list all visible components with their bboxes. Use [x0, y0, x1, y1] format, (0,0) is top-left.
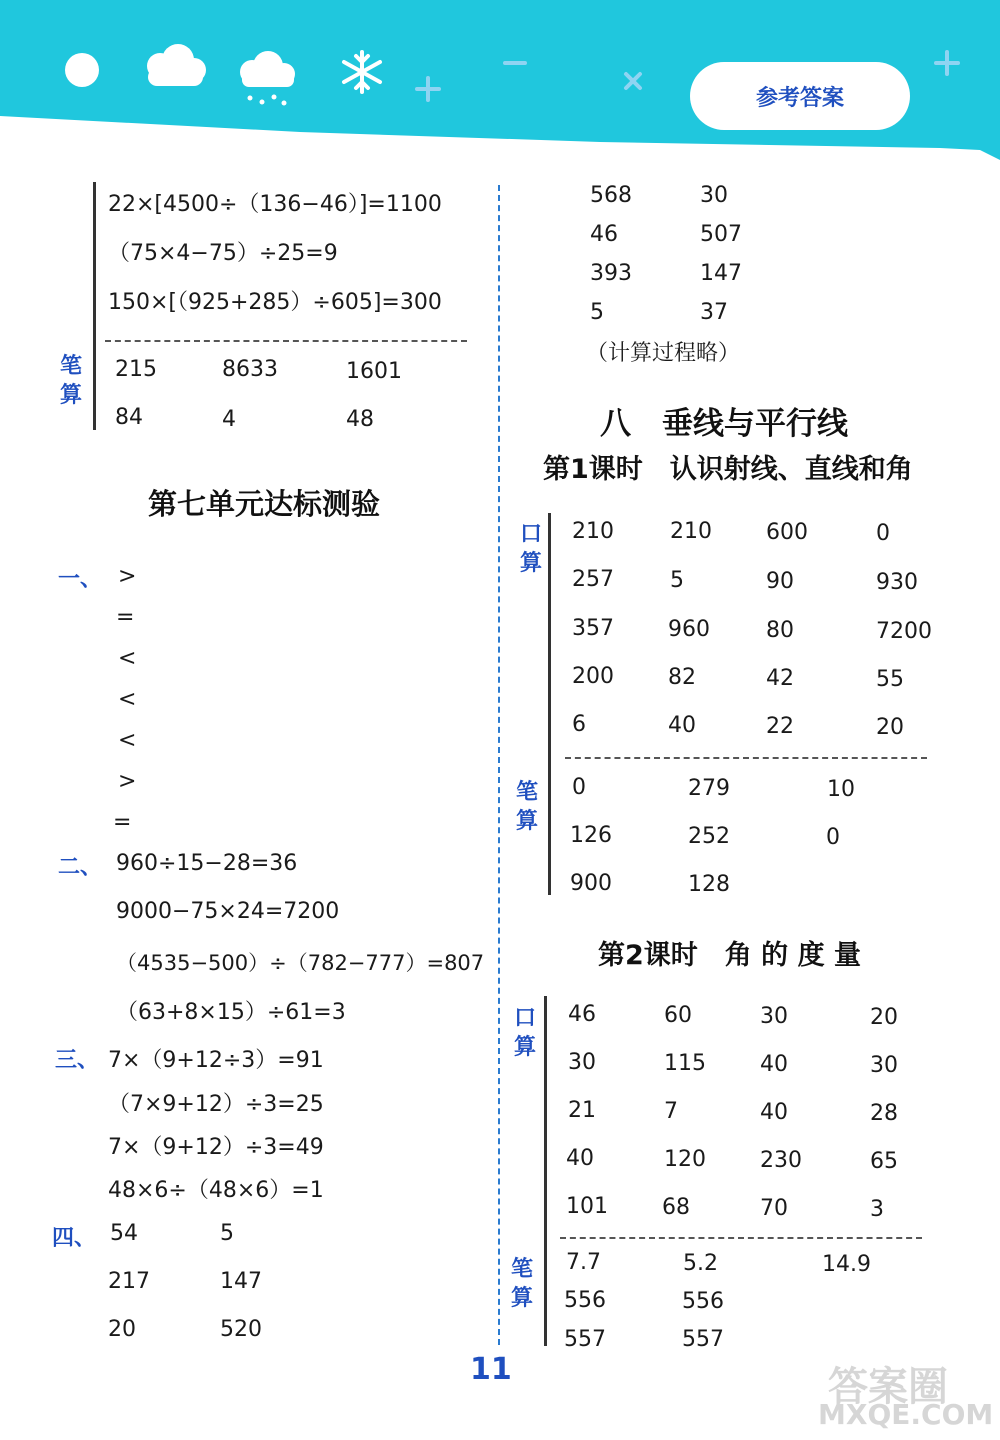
kousuan-cell: 5: [670, 568, 684, 593]
q4-answer: 20: [108, 1317, 136, 1342]
kousuan-cell: 70: [760, 1196, 788, 1221]
kousuan-cell: 40: [760, 1052, 788, 1077]
bisuan-cell: 126: [570, 823, 612, 848]
bisuan-label: 笔算: [516, 780, 539, 834]
kousuan-cell: 600: [766, 520, 808, 545]
bisuan-cell: 10: [827, 777, 855, 802]
kousuan-cell: 200: [572, 664, 614, 689]
q4-answer: 54: [110, 1221, 138, 1246]
unit-test-title: 第七单元达标测验: [148, 487, 381, 521]
answer-cell: 568: [590, 183, 632, 208]
kousuan-cell: 42: [766, 666, 794, 691]
kousuan-cell: 101: [566, 1194, 608, 1219]
kousuan-cell: 90: [766, 569, 794, 594]
question-2-label: 二、: [58, 855, 103, 880]
q4-answer: 520: [220, 1317, 262, 1342]
kousuan-label: 口算: [520, 522, 543, 576]
bisuan-cell: 556: [564, 1288, 606, 1313]
bisuan-cell: 5.2: [683, 1251, 718, 1276]
equation-1: 22×[4500÷（136−46）]=1100: [108, 192, 442, 217]
kousuan-cell: 7200: [876, 619, 932, 644]
bisuan-cell: 8633: [222, 357, 278, 382]
kousuan-cell: 40: [760, 1100, 788, 1125]
kousuan-cell: 28: [870, 1101, 898, 1126]
bisuan-cell: 900: [570, 871, 612, 896]
dashed-divider: [105, 340, 467, 342]
bisuan-cell: 556: [682, 1289, 724, 1314]
answer-key-title: 参考答案: [755, 85, 844, 111]
kousuan-cell: 30: [760, 1004, 788, 1029]
bisuan-cell: 14.9: [822, 1252, 871, 1277]
kousuan-cell: 115: [664, 1051, 706, 1076]
q3-answer: 7×（9+12÷3）=91: [108, 1048, 324, 1073]
dashed-divider: [565, 757, 927, 759]
kousuan-cell: 257: [572, 567, 614, 592]
question-4-label: 四、: [52, 1226, 97, 1251]
kousuan-cell: 82: [668, 665, 696, 690]
left-bracket-line: [93, 182, 96, 430]
answer-cell: 46: [590, 222, 618, 247]
answer-cell: 147: [700, 261, 742, 286]
bisuan-cell: 1601: [346, 359, 402, 384]
q4-answer: 217: [108, 1269, 150, 1294]
lesson-2-title: 第2课时 角 的 度 量: [598, 940, 861, 971]
q2-answer: （4535−500）÷（782−777）=807: [116, 951, 485, 975]
q3-answer: 7×（9+12）÷3=49: [108, 1135, 324, 1160]
kousuan-cell: 120: [664, 1147, 706, 1172]
q1-answer: >: [118, 564, 137, 589]
dashed-divider: [560, 1237, 922, 1239]
bisuan-cell: 4: [222, 407, 236, 432]
q1-answer: <: [118, 687, 137, 712]
kousuan-cell: 46: [568, 1002, 596, 1027]
bisuan-cell: 7.7: [566, 1250, 601, 1275]
question-1-label: 一、: [58, 567, 103, 592]
right-bracket-line-2: [544, 996, 547, 1346]
q2-answer: 9000−75×24=7200: [116, 899, 340, 924]
q3-answer: （7×9+12）÷3=25: [108, 1092, 324, 1117]
watermark-url: MXQE.COM: [818, 1398, 994, 1431]
kousuan-cell: 960: [668, 617, 710, 642]
kousuan-cell: 20: [870, 1005, 898, 1030]
kousuan-cell: 0: [876, 521, 890, 546]
q1-answer: =: [113, 810, 132, 835]
kousuan-cell: 40: [566, 1146, 594, 1171]
watermark-logo: 答案圈: [828, 1364, 948, 1410]
answer-cell: 393: [590, 261, 632, 286]
q1-answer: <: [118, 646, 137, 671]
kousuan-cell: 30: [870, 1053, 898, 1078]
kousuan-cell: 357: [572, 616, 614, 641]
kousuan-cell: 21: [568, 1098, 596, 1123]
q1-answer: >: [118, 769, 137, 794]
calculation-omitted-note: （计算过程略）: [586, 341, 741, 366]
bisuan-cell: 0: [826, 825, 840, 850]
kousuan-cell: 210: [572, 519, 614, 544]
kousuan-cell: 30: [568, 1050, 596, 1075]
q4-answer: 5: [220, 1221, 234, 1246]
bisuan-cell: 128: [688, 872, 730, 897]
kousuan-cell: 3: [870, 1197, 884, 1222]
bisuan-cell: 557: [682, 1327, 724, 1352]
equation-3: 150×[（925+285）÷605]=300: [108, 290, 442, 315]
q1-answer: <: [118, 728, 137, 753]
answer-cell: 507: [700, 222, 742, 247]
equation-2: （75×4−75）÷25=9: [108, 241, 338, 266]
bisuan-cell: 84: [115, 405, 143, 430]
answer-cell: 30: [700, 183, 728, 208]
bisuan-cell: 252: [688, 824, 730, 849]
kousuan-label: 口算: [514, 1006, 537, 1060]
kousuan-cell: 230: [760, 1148, 802, 1173]
page-number: 11: [470, 1352, 512, 1387]
answer-cell: 37: [700, 300, 728, 325]
header-banner: [0, 0, 1000, 160]
chapter-title: 八 垂线与平行线: [600, 406, 848, 442]
kousuan-cell: 40: [668, 713, 696, 738]
q2-answer: 960÷15−28=36: [116, 851, 298, 876]
lesson-1-title: 第1课时 认识射线、直线和角: [543, 454, 913, 485]
sun-icon: [65, 53, 99, 87]
kousuan-cell: 20: [876, 715, 904, 740]
kousuan-cell: 22: [766, 714, 794, 739]
column-divider: [498, 185, 500, 1345]
q1-answer: =: [116, 605, 135, 630]
kousuan-cell: 6: [572, 712, 586, 737]
answer-key-badge: [690, 62, 910, 130]
bisuan-cell: 0: [572, 775, 586, 800]
bisuan-label: 笔算: [511, 1257, 534, 1311]
kousuan-cell: 80: [766, 618, 794, 643]
bisuan-cell: 279: [688, 776, 730, 801]
bisuan-cell: 557: [564, 1327, 606, 1352]
kousuan-cell: 65: [870, 1149, 898, 1174]
kousuan-cell: 930: [876, 570, 918, 595]
kousuan-cell: 7: [664, 1099, 678, 1124]
q3-answer: 48×6÷（48×6）=1: [108, 1178, 324, 1203]
bisuan-cell: 48: [346, 407, 374, 432]
answer-cell: 5: [590, 300, 604, 325]
q2-answer: （63+8×15）÷61=3: [116, 1000, 346, 1025]
kousuan-cell: 55: [876, 667, 904, 692]
kousuan-cell: 210: [670, 519, 712, 544]
kousuan-cell: 60: [664, 1003, 692, 1028]
bisuan-cell: 215: [115, 357, 157, 382]
kousuan-cell: 68: [662, 1195, 690, 1220]
q4-answer: 147: [220, 1269, 262, 1294]
question-3-label: 三、: [55, 1048, 100, 1073]
bisuan-label: 笔算: [60, 354, 83, 408]
right-bracket-line-1: [548, 513, 551, 895]
